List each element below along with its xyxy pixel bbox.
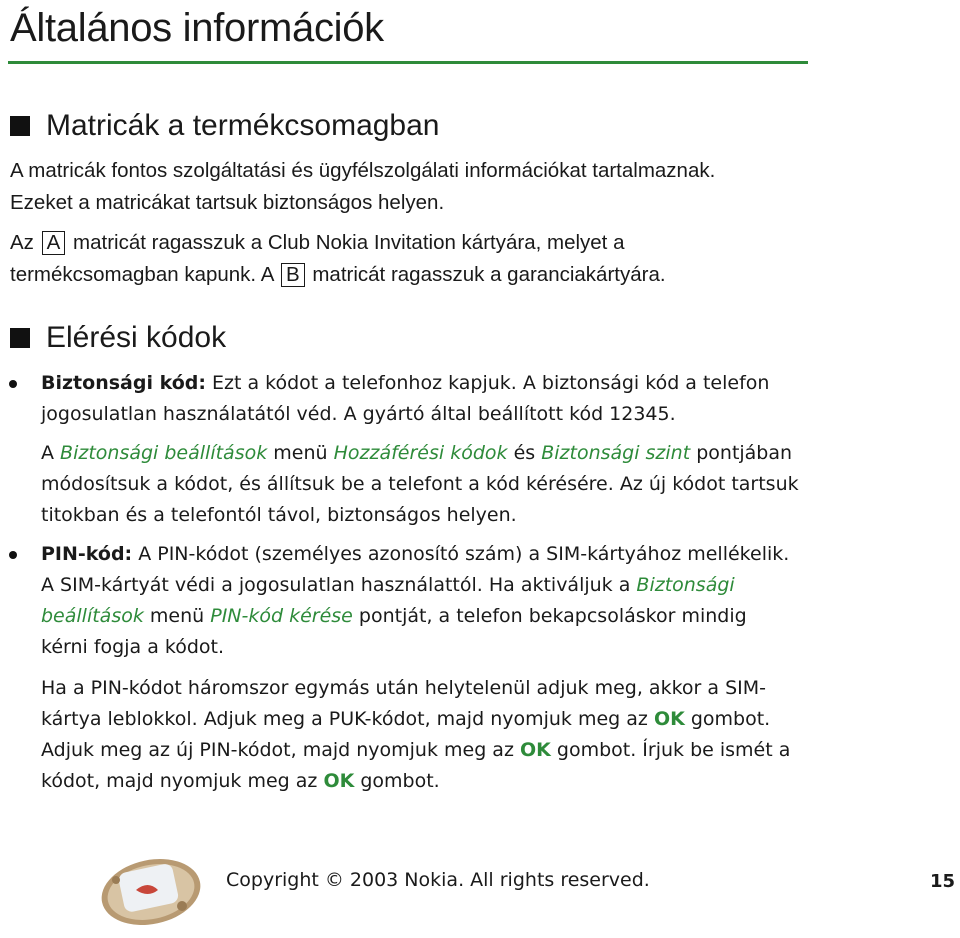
term-label: PIN-kód: (41, 543, 133, 565)
text-fragment: kártya leblokkol. Adjuk meg a PUK-kódot, majd nyomjuk meg az (41, 708, 654, 730)
menu-reference: PIN-kód kérése (210, 605, 353, 627)
pin-code-paragraph-2 (41, 673, 841, 797)
text-fragment: A (41, 442, 61, 464)
text-fragment: jogosulatlan használatától véd. A gyártó által beállított kód 12345. (41, 403, 676, 425)
section-heading-text: Matricák a termékcsomagban (46, 109, 440, 142)
text-fragment: gombot. Írjuk be ismét a (550, 739, 791, 761)
text-fragment: pontjában (690, 442, 793, 464)
section-heading-stickers (10, 109, 440, 143)
square-bullet-icon (10, 116, 30, 136)
text-fragment: A SIM-kártyát védi a jogosulatlan használattól. Ha aktiváljuk a (41, 574, 637, 596)
text-fragment: kérni fogja a kódot. (41, 636, 224, 658)
menu-reference: Biztonsági (636, 574, 735, 596)
text-fragment: Ha a PIN-kódot háromszor egymás után helytelenül adjuk meg, akkor a SIM- (41, 677, 766, 699)
bullet-dot-icon (9, 551, 17, 559)
menu-reference: beállítások (41, 605, 144, 627)
page-number: 15 (930, 871, 956, 892)
text-fragment: A PIN-kódot (személyes azonosító szám) a SIM-kártyához mellékelik. (132, 543, 790, 565)
sticker-label-a: A (42, 231, 66, 255)
menu-reference: Biztonsági szint (541, 442, 691, 464)
page-title: Általános információk (10, 6, 384, 50)
text-fragment: Ezt a kódot a telefonhoz kapjuk. A biztonsági kód a telefon (205, 372, 770, 394)
text-fragment: Adjuk meg az új PIN-kódot, majd nyomjuk meg az (41, 739, 520, 761)
text-fragment: termékcsomagban kapunk. A (10, 262, 274, 286)
text-fragment: és (507, 442, 542, 464)
text-fragment: Az (10, 231, 34, 254)
term-label: Biztonsági kód: (41, 372, 206, 394)
menu-reference: Hozzáférési kódok (333, 442, 508, 464)
text-fragment: gombot. (684, 708, 771, 730)
bullet-dot-icon (9, 380, 17, 388)
stickers-paragraph-2 (10, 227, 910, 290)
text-fragment: gombot. (354, 770, 440, 792)
text-fragment: menü (267, 442, 334, 464)
phone-image (96, 850, 206, 930)
copyright-text: Copyright © 2003 Nokia. All rights reserved. (226, 869, 650, 891)
security-code-item (41, 368, 841, 430)
section-heading-access-codes (10, 321, 226, 355)
ok-key-label: OK (519, 739, 551, 761)
pin-code-item (41, 539, 841, 663)
text-line: Ezeket a matricákat tartsuk biztonságos helyen. (10, 190, 445, 214)
stickers-paragraph-1 (10, 155, 910, 218)
text-fragment: pontját, a telefon bekapcsoláskor mindig (352, 605, 747, 627)
sticker-label-b: B (281, 263, 305, 287)
text-line: A matricák fontos szolgáltatási és ügyfélszolgálati információkat tartalmaznak. (10, 159, 716, 182)
text-fragment: titokban és a telefontól távol, biztonságos helyen. (41, 504, 517, 526)
text-fragment: módosítsuk a kódot, és állítsuk be a telefont a kód kérésére. Az új kódot tartsuk (41, 473, 799, 495)
text-fragment: matricát ragasszuk a garanciakártyára. (312, 262, 666, 286)
ok-key-label: OK (653, 708, 685, 730)
text-fragment: matricát ragasszuk a Club Nokia Invitation kártyára, melyet a (73, 231, 625, 254)
security-code-paragraph-2 (41, 438, 841, 531)
menu-reference: Biztonsági beállítások (60, 442, 268, 464)
text-fragment: menü (143, 605, 211, 627)
title-rule (8, 61, 808, 64)
ok-key-label: OK (323, 770, 355, 792)
text-fragment: kódot, majd nyomjuk meg az (41, 770, 324, 792)
square-bullet-icon (10, 328, 30, 348)
section-heading-text: Elérési kódok (46, 321, 227, 354)
